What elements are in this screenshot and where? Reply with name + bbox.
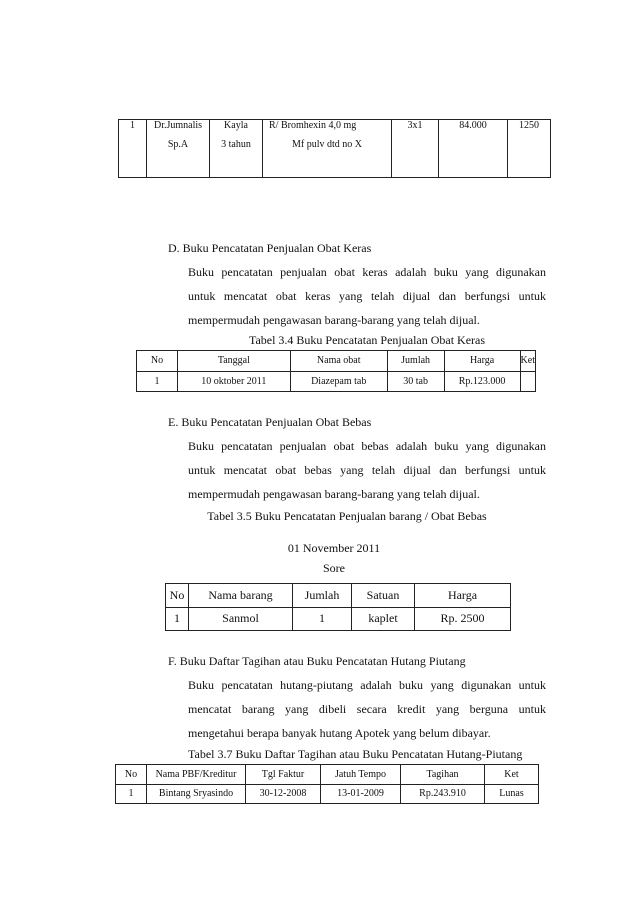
- price-cell: 84.000: [439, 120, 508, 178]
- table-cell: Lunas: [485, 784, 539, 804]
- prescription-cell: [263, 120, 392, 178]
- prescription-table: [118, 119, 551, 178]
- doctor-cell: [147, 120, 210, 178]
- doctor-name: Dr.Jumnalis: [153, 120, 203, 131]
- table-cell: kaplet: [352, 607, 415, 631]
- column-header: Jumlah: [387, 351, 444, 372]
- prescription-line: R/ Bromhexin 4,0 mg: [269, 120, 357, 131]
- column-header: Nama barang: [189, 584, 293, 608]
- row-number: 1: [119, 120, 147, 178]
- hard-drug-sales-table: [136, 350, 536, 392]
- paragraph-line: mencatat barang yang dibeli secara kredit yang berguna untuk: [188, 702, 546, 716]
- table-cell: 1: [137, 371, 178, 392]
- paragraph-line: Buku pencatatan hutang-piutang adalah buku yang digunakan untuk: [188, 678, 546, 692]
- section-f-heading: F. Buku Daftar Tagihan atau Buku Pencatatan Hutang Piutang: [168, 654, 466, 668]
- table-cell: Rp.243.910: [401, 784, 485, 804]
- table-cell: 30-12-2008: [246, 784, 321, 804]
- table-caption: Tabel 3.4 Buku Pencatatan Penjualan Obat Keras: [248, 333, 486, 347]
- column-header: Nama PBF/Kreditur: [147, 765, 246, 785]
- table-date: 01 November 2011: [287, 541, 381, 555]
- dosage-cell: 3x1: [392, 120, 439, 178]
- column-header: Ket: [520, 351, 535, 372]
- table-cell: [520, 371, 535, 392]
- column-header: No: [116, 765, 147, 785]
- paragraph-line: mempermudah pengawasan barang-barang yang telah dijual.: [188, 487, 480, 501]
- paragraph-line: untuk mencatat obat keras yang telah dijual dan berfungsi untuk: [188, 289, 546, 303]
- table-shift: Sore: [323, 561, 345, 575]
- patient-name: Kayla: [224, 120, 248, 131]
- table-cell: 1: [166, 607, 189, 631]
- table-cell: Diazepam tab: [290, 371, 387, 392]
- otc-sales-table: [165, 583, 511, 631]
- column-header: Jumlah: [293, 584, 352, 608]
- debt-ledger-table: [115, 764, 539, 804]
- table-cell: 10 oktober 2011: [177, 371, 290, 392]
- paragraph-line: untuk mencatat obat bebas yang telah dijual dan berfungsi untuk: [188, 463, 546, 477]
- column-header: Tanggal: [177, 351, 290, 372]
- table-header-row: [116, 765, 539, 785]
- table-cell: Rp.123.000: [444, 371, 520, 392]
- section-d-heading: D. Buku Pencatatan Penjualan Obat Keras: [168, 241, 372, 255]
- doctor-specialty: Sp.A: [167, 139, 189, 150]
- paragraph-line: mengetahui berapa banyak hutang Apotek yang belum dibayar.: [188, 726, 491, 740]
- column-header: Ket: [485, 765, 539, 785]
- paragraph-line: Buku pencatatan penjualan obat keras adalah buku yang digunakan: [188, 265, 546, 279]
- table-cell: Bintang Sryasindo: [147, 784, 246, 804]
- table-cell: 1: [116, 784, 147, 804]
- column-header: Harga: [415, 584, 511, 608]
- section-e-heading: E. Buku Pencatatan Penjualan Obat Bebas: [168, 415, 372, 429]
- column-header: Jatuh Tempo: [321, 765, 401, 785]
- table-row: [116, 784, 539, 804]
- column-header: Nama obat: [290, 351, 387, 372]
- column-header: No: [137, 351, 178, 372]
- paragraph-line: mempermudah pengawasan barang-barang yang telah dijual.: [188, 313, 480, 327]
- column-header: No: [166, 584, 189, 608]
- table-cell: 1: [293, 607, 352, 631]
- table-row: [137, 371, 536, 392]
- table-row: [119, 120, 551, 178]
- number-cell: 1250: [508, 120, 551, 178]
- prescription-line: Mf pulv dtd no X: [292, 139, 362, 150]
- column-header: Tgl Faktur: [246, 765, 321, 785]
- table-cell: 30 tab: [387, 371, 444, 392]
- table-cell: Sanmol: [189, 607, 293, 631]
- table-header-row: [137, 351, 536, 372]
- table-caption: Tabel 3.5 Buku Pencatatan Penjualan barang / Obat Bebas: [207, 509, 487, 523]
- patient-cell: [210, 120, 263, 178]
- column-header: Satuan: [352, 584, 415, 608]
- table-caption: Tabel 3.7 Buku Daftar Tagihan atau Buku Pencatatan Hutang-Piutang: [188, 747, 523, 761]
- table-row: [166, 607, 511, 631]
- table-cell: Rp. 2500: [415, 607, 511, 631]
- column-header: Tagihan: [401, 765, 485, 785]
- patient-age: 3 tahun: [221, 139, 251, 150]
- table-header-row: [166, 584, 511, 608]
- column-header: Harga: [444, 351, 520, 372]
- paragraph-line: Buku pencatatan penjualan obat bebas adalah buku yang digunakan: [188, 439, 546, 453]
- table-cell: 13-01-2009: [321, 784, 401, 804]
